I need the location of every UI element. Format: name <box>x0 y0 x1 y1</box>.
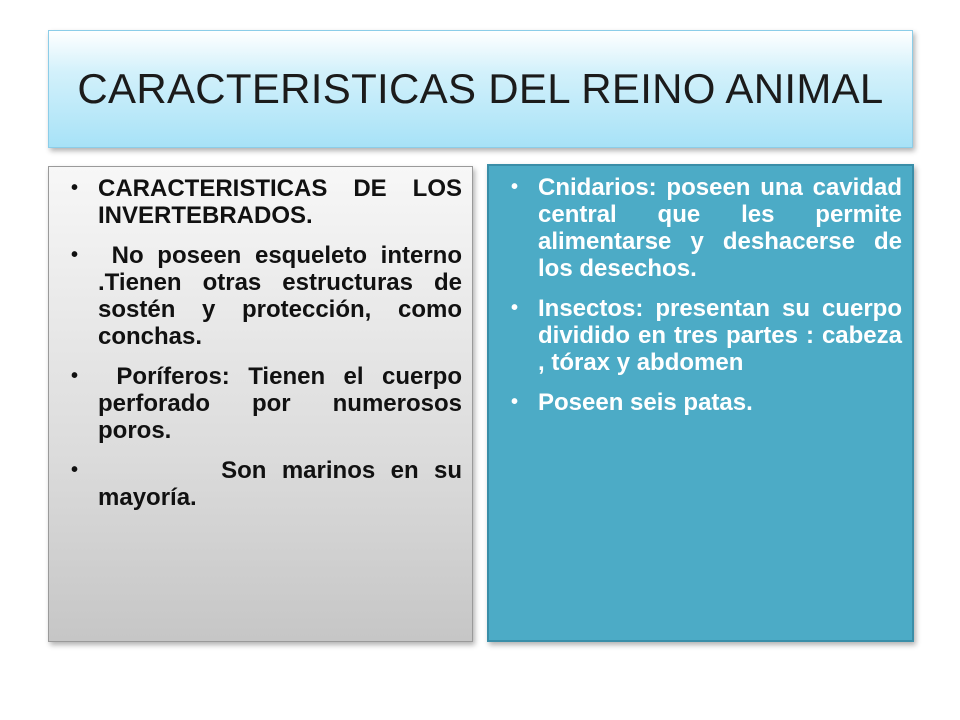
bullet-text: Insectos: presentan su cuerpo dividido en tres partes : cabeza , tórax y abdomen <box>538 295 909 376</box>
bullet-icon: • <box>71 459 79 481</box>
title-box <box>48 30 913 148</box>
bullet-icon: • <box>71 244 79 266</box>
bullet-icon: • <box>511 391 519 413</box>
list-item <box>511 174 909 282</box>
left-panel <box>48 166 473 642</box>
bullet-text: Son marinos en su mayoría. <box>98 457 469 511</box>
bullet-icon: • <box>511 297 519 319</box>
bullet-text: No poseen esqueleto interno .Tienen otras estructuras de sostén y protección, como conchas. <box>98 242 469 350</box>
bullet-icon: • <box>71 177 79 199</box>
list-item <box>511 389 902 416</box>
bullet-text: Poríferos: Tienen el cuerpo perforado por numerosos poros. <box>98 363 469 444</box>
list-item <box>71 457 469 511</box>
list-item <box>511 295 909 376</box>
list-item <box>71 242 469 350</box>
list-item <box>71 363 469 444</box>
left-bullet-list <box>71 175 469 511</box>
bullet-icon: • <box>71 365 79 387</box>
bullet-text: Cnidarios: poseen una cavidad central que les permite alimentarse y deshacerse de los desechos. <box>538 174 909 282</box>
bullet-text: CARACTERISTICAS DE LOS INVERTEBRADOS. <box>98 175 469 229</box>
right-bullet-list <box>511 174 909 416</box>
list-item <box>71 175 469 229</box>
slide-title: CARACTERISTICAS DEL REINO ANIMAL <box>77 65 884 112</box>
bullet-icon: • <box>511 176 519 198</box>
right-panel <box>487 164 914 642</box>
bullet-text: Poseen seis patas. <box>538 389 753 416</box>
